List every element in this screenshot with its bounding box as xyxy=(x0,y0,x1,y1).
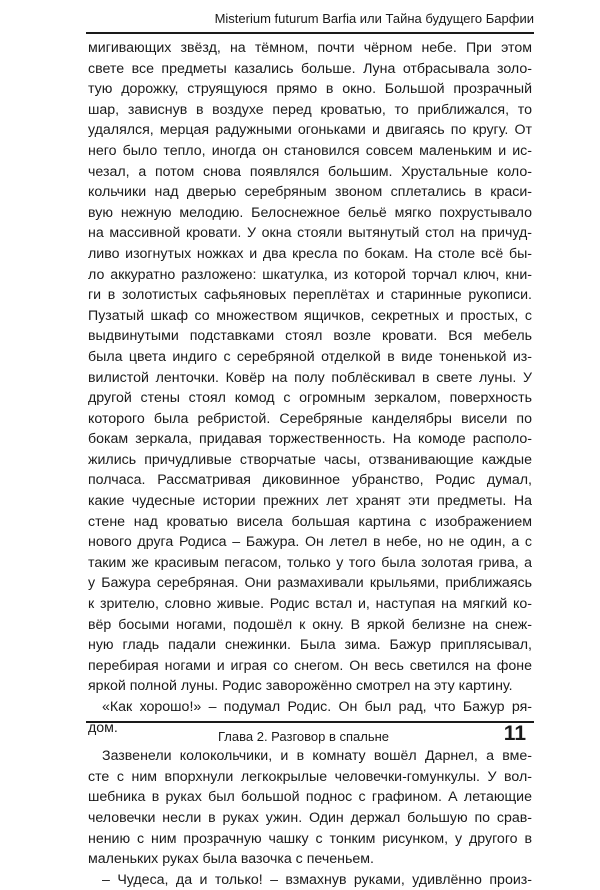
text-line: выдвинутыми подставками стоял возле кровати. Вся мебель xyxy=(88,328,532,345)
text-line: таким же красивым пегасом, только у того была золотая грива, а xyxy=(88,554,532,571)
text-line: ги в золотистых сафьяновых переплётах и старинные рукописи. xyxy=(88,287,532,304)
text-line: мигивающих звёзд, на тёмном, почти чёрном небе. При этом xyxy=(88,40,532,56)
body-text xyxy=(88,38,532,890)
text-line: вилистой ленточки. Ковёр на полу поблёскивал в свете луны. У xyxy=(88,369,532,386)
text-line: шар, зависнув в воздухе перед кроватью, то приближался, то xyxy=(88,101,532,118)
text-line: к зрителю, словно живые. Родис встал и, наступая на мягкий ко- xyxy=(88,596,532,613)
footer-rule xyxy=(86,721,534,723)
text-line: кольчики над дверью серебряным звоном сплетались в краси- xyxy=(88,184,532,201)
text-line: бокам зеркала, придавая торжественность. На комоде располо- xyxy=(88,431,532,448)
page-footer xyxy=(86,724,534,748)
text-line: вёр босыми ногами, подошёл к окну. В яркой белизне на снеж- xyxy=(88,616,532,633)
text-line: Зазвенели колокольчики, и в комнату вошёл Дарнел, а вме- xyxy=(102,748,532,765)
text-line: шебника в руках был большой поднос с графином. А летающие xyxy=(88,789,532,806)
text-line: на массивной кровати. У окна стояли вытянутый стол на причуд- xyxy=(88,225,532,242)
text-line: сте с ним впорхнули легкокрылые человечки-гомункулы. У вол- xyxy=(88,768,532,785)
text-line: нению с ним прозрачную чашку с тонким рисунком, у другого в xyxy=(88,830,532,847)
text-line: дом. xyxy=(88,719,118,736)
text-line: полчаса. Рассматривая диковинное убранство, Родис думал, xyxy=(88,472,532,489)
text-line: перебирая ногами и играя со снегом. Он весь светился на фоне xyxy=(88,657,532,674)
text-line: свете все предметы казались больше. Луна отбрасывала золо- xyxy=(88,60,532,77)
text-line: «Как хорошо!» – подумал Родис. Он был рад, что Бажур ря- xyxy=(102,699,532,715)
text-line: была цвета индиго с серебряной отделкой в виде тоненькой из- xyxy=(88,348,532,365)
chapter-title: Глава 2. Разговор в спальне xyxy=(218,729,390,744)
text-line: ливо изогнутых ножках и два кресла по бокам. На столе всё бы- xyxy=(88,245,532,262)
page-number: 11 xyxy=(503,722,526,745)
text-line: которого была ребристой. Серебряные канделябры висели по xyxy=(88,410,532,427)
text-line: чезал, а потом снова появлялся большим. Хрустальные коло- xyxy=(88,163,532,180)
text-line: ло аккуратно разложено: шкатулка, из которой торчал ключ, кни- xyxy=(88,266,532,283)
text-line: ную гладь падали снежинки. Была зима. Бажур приплясывал, xyxy=(88,637,532,654)
text-line: – Чудеса, да и только! – взмахнув руками, удивлённо произ- xyxy=(102,871,532,888)
text-line: у Бажура серебряная. Они размахивали крыльями, приближаясь xyxy=(88,575,532,592)
text-line: тую дорожку, струящуюся прямо в окно. Большой прозрачный xyxy=(88,81,532,98)
text-line: какие чудесные истории прежних лет хранят эти предметы. На xyxy=(88,493,532,510)
text-line: маленьких руках была вазочка с печеньем. xyxy=(88,851,374,868)
text-line: яркой полной луны. Родис заворожённо смотрел на эту картину. xyxy=(88,678,513,695)
text-line: вую нежную мелодию. Белоснежное бельё мягко похрустывало xyxy=(88,204,532,221)
text-line: него было тепло, иногда он становился совсем маленьким и ис- xyxy=(88,142,532,159)
text-line: Пузатый шкаф со множеством ящичков, секретных и простых, с xyxy=(88,307,532,324)
running-header: Misterium futurum Barfia или Тайна будущего Барфии xyxy=(214,11,534,26)
text-line: нового друга Родиса – Бажура. Он летел в небе, но не один, а с xyxy=(88,534,532,551)
text-line: стене над кроватью висела большая картина с изображением xyxy=(88,513,532,530)
header-rule xyxy=(86,32,534,34)
text-line: человечки несли в руках ужин. Один держал большую по срав- xyxy=(88,809,532,826)
text-line: другой стены стоял комод с огромным зеркалом, поверхность xyxy=(88,390,532,407)
text-line: удалялся, мерцая радужными огоньками и двигаясь по кругу. От xyxy=(88,122,532,139)
text-line: жились причудливые створчатые часы, отзванивающие каждые xyxy=(88,451,532,468)
